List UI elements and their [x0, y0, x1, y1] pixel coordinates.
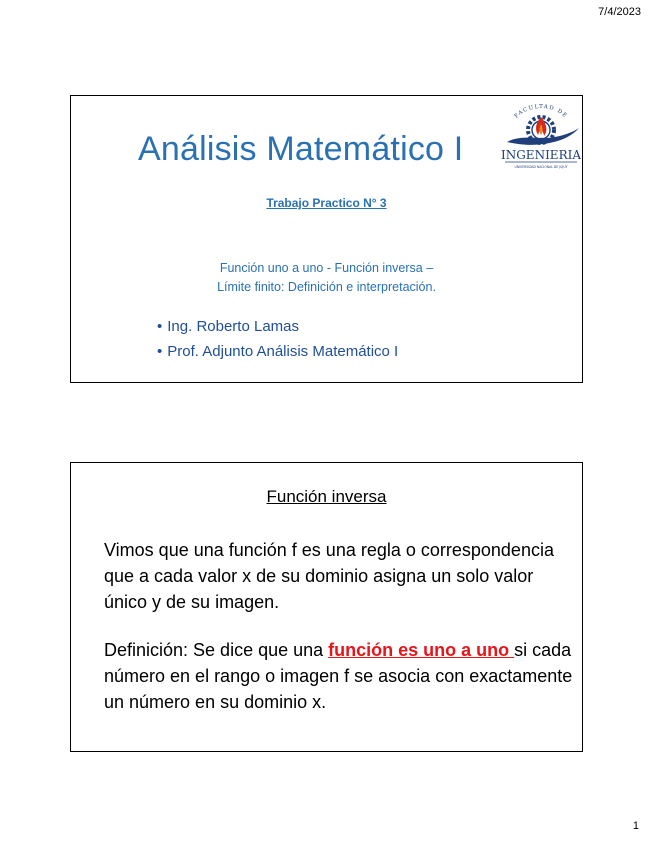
flame-icon — [536, 117, 546, 136]
definition-paragraph — [104, 637, 574, 715]
logo-main-text: INGENIERIA — [500, 148, 582, 162]
intro-paragraph: Vimos que una función f es una regla o correspondencia que a cada valor x de su dominio asigna un solo valor único y de su imagen. — [104, 540, 554, 612]
author-name: • Ing. Roberto Lamas — [157, 314, 398, 339]
logo-bottom-text: UNIVERSIDAD NACIONAL DE JUJUY — [514, 165, 568, 169]
topic-line-1: Función uno a uno - Función inversa – — [219, 261, 434, 275]
slide-title — [70, 95, 583, 383]
slide-definition — [70, 462, 583, 752]
author-list — [157, 314, 398, 364]
slide-title-heading: Análisis Matemático I — [138, 130, 464, 168]
topic-line-2: Límite finito: Definición e interpretación. — [217, 280, 436, 294]
faculty-logo — [499, 104, 583, 174]
author-role: • Prof. Adjunto Análisis Matemático I — [157, 339, 398, 364]
definition-intro-text: Definición: Se dice que una — [104, 640, 329, 660]
page-date: 7/4/2023 — [598, 6, 641, 18]
highlight-term: función es uno a uno — [328, 640, 515, 660]
definition-rest-text: si cada número en el rango o imagen f se asocia con exactamente un número en su dominio x. — [104, 640, 573, 712]
logo-top-text: FACULTAD DE — [513, 104, 569, 120]
definition-heading: Función inversa — [266, 487, 387, 506]
slide-subtitle: Trabajo Practico N° 3 — [266, 196, 387, 210]
slide-topic — [71, 259, 582, 297]
page-number: 1 — [632, 820, 639, 832]
